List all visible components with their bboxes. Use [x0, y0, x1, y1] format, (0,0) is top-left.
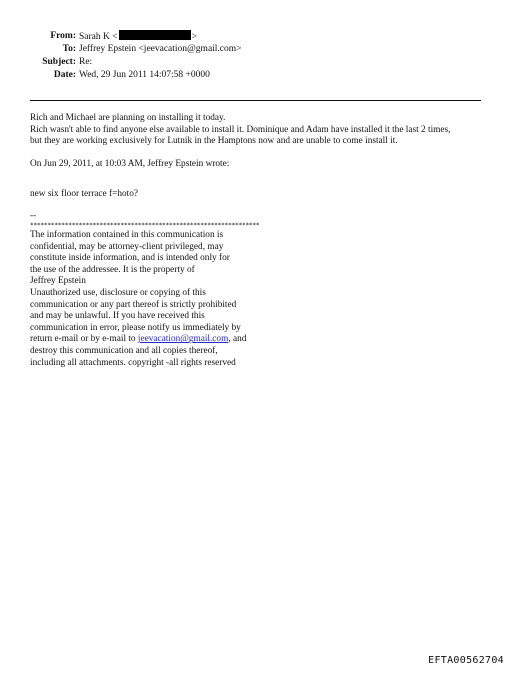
header-divider	[30, 100, 481, 101]
email-header	[0, 30, 512, 82]
date-value: Wed, 29 Jun 2011 14:07:58 +0000	[79, 70, 210, 80]
to-label: To:	[62, 44, 76, 54]
disclaimer-line: confidential, may be attorney-client privileged, may	[30, 241, 224, 252]
asterisk-separator: ******************************************************************	[30, 221, 260, 229]
from-bracket: >	[191, 32, 197, 42]
disclaimer-line: the use of the addressee. It is the property of	[30, 264, 195, 275]
from-label: From:	[50, 31, 76, 41]
disclaimer-line: destroy this communication and all copies thereof,	[30, 345, 218, 356]
date-label: Date:	[53, 70, 76, 80]
reply-line: Rich wasn't able to find anyone else available to install it. Dominique and Adam have installed it the last 2 times,	[30, 124, 451, 135]
quote-intro: On Jun 29, 2011, at 10:03 AM, Jeffrey Epstein wrote:	[30, 158, 230, 169]
subject-row	[0, 56, 512, 69]
from-value	[79, 30, 197, 44]
from-name: Sarah K <	[79, 32, 118, 42]
from-row	[0, 30, 512, 43]
subject-value: Re:	[79, 57, 93, 67]
disclaimer	[30, 230, 500, 369]
email-body	[30, 113, 500, 369]
to-value: Jeffrey Epstein <jeevacation@gmail.com>	[79, 44, 242, 54]
disclaimer-line: Jeffrey Epstein	[30, 276, 86, 287]
disclaimer-line: The information contained in this communication is	[30, 229, 224, 240]
signature-dash: --	[30, 210, 37, 221]
disclaimer-line: communication or any part thereof is strictly prohibited	[30, 299, 237, 310]
to-row	[0, 43, 512, 56]
bates-number: EFTA00562704	[428, 655, 504, 666]
email-link[interactable]: jeevacation@gmail.com	[137, 334, 229, 345]
disclaimer-line: constitute inside information, and is intended only for	[30, 253, 230, 264]
reply-text	[30, 113, 500, 148]
date-row	[0, 69, 512, 82]
link-prefix: return e-mail or by e-mail to	[30, 334, 138, 345]
reply-line: but they are working exclusively for Lutnik in the Hamptons now and are unable to come install it.	[30, 136, 398, 147]
disclaimer-line: and may be unlawful. If you have received this	[30, 311, 205, 322]
reply-line: Rich and Michael are planning on installing it today.	[30, 113, 226, 123]
link-suffix: , and	[228, 334, 247, 345]
subject-label: Subject:	[42, 57, 76, 67]
disclaimer-link-line	[30, 334, 500, 346]
quoted-message: new six floor terrace f=hoto?	[30, 189, 138, 200]
disclaimer-line: including all attachments. copyright -all rights reserved	[30, 357, 236, 368]
redaction-box	[119, 30, 191, 40]
disclaimer-line: Unauthorized use, disclosure or copying of this	[30, 287, 206, 298]
disclaimer-line: communication in error, please notify us immediately by	[30, 322, 241, 333]
